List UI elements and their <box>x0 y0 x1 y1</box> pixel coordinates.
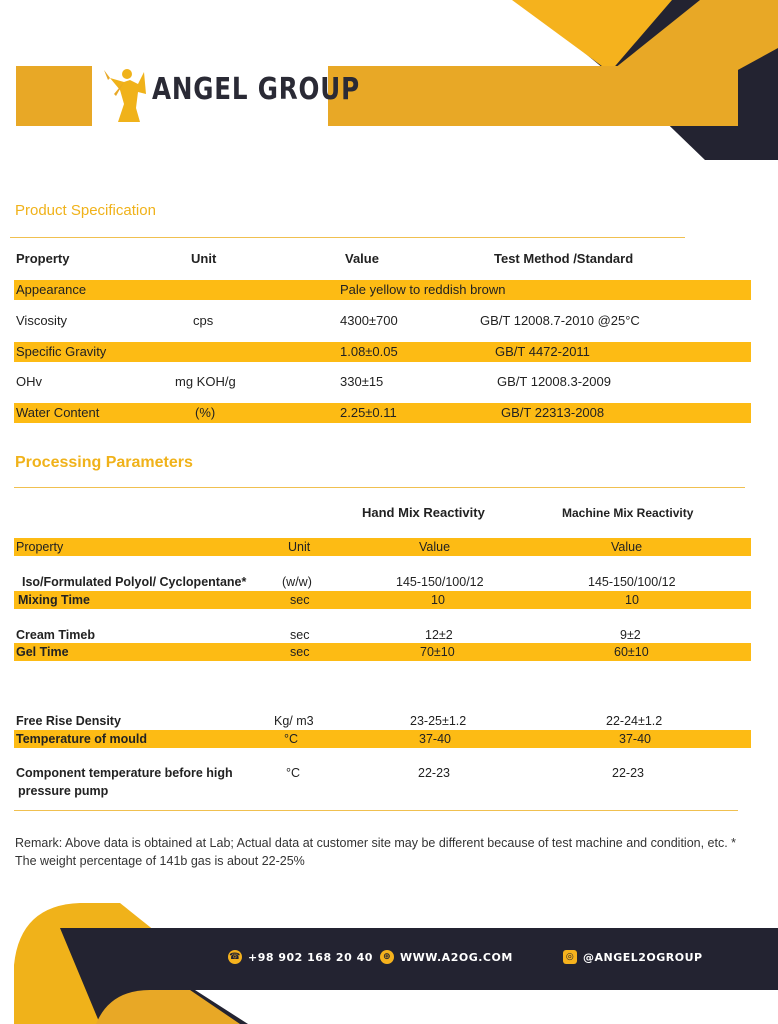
spec-property: Water Content <box>16 405 100 420</box>
processing-property: Mixing Time <box>18 593 91 607</box>
spec-property: Specific Gravity <box>16 344 107 359</box>
footer-phone-text: +98 902 168 20 40 <box>248 950 373 964</box>
processing-row <box>14 626 751 644</box>
processing-unit: °C <box>286 766 301 780</box>
logo-bar-right <box>328 66 738 126</box>
processing-machine-value: 22-23 <box>612 766 644 780</box>
processing-title: Processing Parameters <box>15 454 193 471</box>
angel-icon <box>100 64 150 126</box>
processing-machine-value: 145-150/100/12 <box>588 575 676 589</box>
footer-phone[interactable] <box>228 950 373 964</box>
spec-method: GB/T 12008.3-2009 <box>497 374 611 389</box>
logo-bar-left <box>16 66 92 126</box>
spec-property: Appearance <box>16 282 87 297</box>
footer-website[interactable] <box>380 950 513 964</box>
processing-hand-value: 23-25±1.2 <box>410 714 467 728</box>
spec-header-property: Property <box>16 251 70 266</box>
processing-header-unit: Unit <box>288 540 311 554</box>
processing-property-continued: pressure pump <box>18 784 109 798</box>
processing-unit: sec <box>290 645 310 659</box>
footer-instagram-text: @ANGEL2OGROUP <box>583 950 703 964</box>
processing-property: Component temperature before high <box>16 766 233 780</box>
processing-machine-value: 22-24±1.2 <box>606 714 663 728</box>
spec-value: 330±15 <box>340 374 384 389</box>
processing-header-row <box>14 538 751 556</box>
processing-unit: (w/w) <box>282 575 312 589</box>
group-header-row <box>14 503 751 523</box>
processing-unit: °C <box>284 732 299 746</box>
processing-unit: Kg/ m3 <box>274 714 314 728</box>
processing-unit: sec <box>290 593 310 607</box>
footer-instagram[interactable] <box>563 950 703 964</box>
processing-header-machine-value: Value <box>611 540 643 554</box>
hand-mix-header: Hand Mix Reactivity <box>362 505 485 520</box>
spec-value: Pale yellow to reddish brown <box>340 282 506 297</box>
remark-text: Remark: Above data is obtained at Lab; Actual data at customer site may be different because of test machine and condition, etc. * The weight percentage of 141b gas is about 22-25% <box>15 836 737 868</box>
processing-hand-value: 12±2 <box>425 628 453 642</box>
spec-row <box>14 403 751 423</box>
spec-divider <box>10 237 685 238</box>
processing-row <box>14 591 751 609</box>
processing-machine-value: 60±10 <box>614 645 649 659</box>
spec-unit: cps <box>193 313 214 328</box>
processing-machine-value: 37-40 <box>619 732 651 746</box>
processing-property: Temperature of mould <box>16 732 148 746</box>
processing-header-hand-value: Value <box>419 540 451 554</box>
spec-row <box>14 280 751 300</box>
spec-header-unit: Unit <box>191 251 217 266</box>
spec-method: GB/T 22313-2008 <box>501 405 605 420</box>
processing-row <box>14 643 751 661</box>
processing-unit: sec <box>290 628 310 642</box>
processing-machine-value: 10 <box>625 593 639 607</box>
spec-value: 4300±700 <box>340 313 398 328</box>
spec-unit: mg KOH/g <box>175 374 236 389</box>
spec-unit: (%) <box>195 405 216 420</box>
processing-machine-value: 9±2 <box>620 628 641 642</box>
spec-header-method: Test Method /Standard <box>494 251 634 266</box>
processing-property: Free Rise Density <box>16 714 121 728</box>
spec-value: 2.25±0.11 <box>340 405 397 420</box>
processing-property: Iso/Formulated Polyol/ Cyclopentane* <box>22 575 247 589</box>
processing-hand-value: 145-150/100/12 <box>396 575 484 589</box>
processing-divider <box>14 487 745 488</box>
processing-hand-value: 37-40 <box>419 732 451 746</box>
processing-hand-value: 10 <box>431 593 445 607</box>
processing-row <box>14 573 751 591</box>
spec-row <box>14 311 751 331</box>
globe-icon: ⊕ <box>380 950 394 964</box>
spec-value: 1.08±0.05 <box>340 344 398 359</box>
processing-property: Cream Timeb <box>16 628 95 642</box>
spec-row <box>14 342 751 362</box>
instagram-icon: ◎ <box>563 950 577 964</box>
processing-property: Gel Time <box>16 645 69 659</box>
spec-header-row <box>14 249 751 269</box>
processing-header-property: Property <box>16 540 64 554</box>
spec-title: Product Specification <box>15 202 156 219</box>
machine-mix-header: Machine Mix Reactivity <box>562 506 694 520</box>
spec-method: GB/T 12008.7-2010 @25°C <box>480 313 640 328</box>
remark-divider <box>14 810 738 811</box>
processing-row <box>14 712 751 730</box>
phone-icon: ☎ <box>229 952 241 962</box>
spec-row <box>14 372 751 392</box>
processing-row <box>14 764 751 800</box>
processing-row <box>14 730 751 748</box>
spec-property: OHv <box>16 374 42 389</box>
spec-property: Viscosity <box>16 313 68 328</box>
brand-name: ANGEL GROUP <box>152 72 360 107</box>
spec-method: GB/T 4472-2011 <box>495 344 590 359</box>
footer-website-text: WWW.A2OG.COM <box>400 950 513 964</box>
spec-header-value: Value <box>345 251 379 266</box>
processing-hand-value: 70±10 <box>420 645 455 659</box>
processing-hand-value: 22-23 <box>418 766 450 780</box>
